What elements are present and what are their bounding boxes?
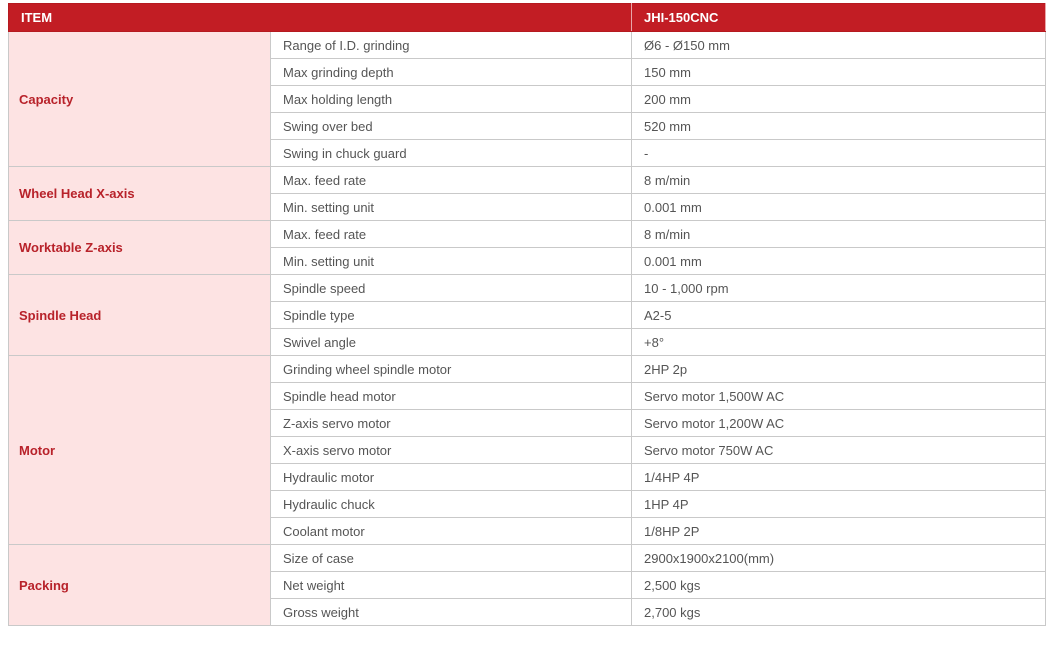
spec-item: X-axis servo motor: [271, 437, 632, 464]
spec-value: -: [632, 140, 1046, 167]
table-row: [9, 221, 1046, 248]
spec-value: 8 m/min: [632, 167, 1046, 194]
spec-item: Grinding wheel spindle motor: [271, 356, 632, 383]
spec-item: Hydraulic chuck: [271, 491, 632, 518]
spec-value: Servo motor 750W AC: [632, 437, 1046, 464]
table-row: [9, 32, 1046, 59]
spec-item: Size of case: [271, 545, 632, 572]
header-item: ITEM: [9, 4, 632, 32]
spec-body: [9, 32, 1046, 626]
spec-item: Min. setting unit: [271, 194, 632, 221]
spec-value: 150 mm: [632, 59, 1046, 86]
spec-item: Swing over bed: [271, 113, 632, 140]
spec-item: Max holding length: [271, 86, 632, 113]
spec-table: [8, 3, 1046, 626]
spec-value: A2-5: [632, 302, 1046, 329]
spec-item: Max. feed rate: [271, 221, 632, 248]
table-row: [9, 167, 1046, 194]
spec-item: Swivel angle: [271, 329, 632, 356]
table-row: [9, 545, 1046, 572]
spec-item: Spindle speed: [271, 275, 632, 302]
spec-item: Min. setting unit: [271, 248, 632, 275]
spec-value: 1HP 4P: [632, 491, 1046, 518]
group-label: Packing: [9, 545, 271, 626]
spec-value: 0.001 mm: [632, 194, 1046, 221]
group-label: Capacity: [9, 32, 271, 167]
table-row: [9, 275, 1046, 302]
spec-value: Ø6 - Ø150 mm: [632, 32, 1046, 59]
spec-item: Range of I.D. grinding: [271, 32, 632, 59]
header-model: JHI-150CNC: [632, 4, 1046, 32]
table-row: [9, 356, 1046, 383]
table-header-row: [9, 4, 1046, 32]
spec-item: Spindle head motor: [271, 383, 632, 410]
spec-item: Net weight: [271, 572, 632, 599]
spec-value: +8°: [632, 329, 1046, 356]
spec-value: 1/8HP 2P: [632, 518, 1046, 545]
spec-item: Z-axis servo motor: [271, 410, 632, 437]
spec-value: 10 - 1,000 rpm: [632, 275, 1046, 302]
group-label: Worktable Z-axis: [9, 221, 271, 275]
spec-value: 2,500 kgs: [632, 572, 1046, 599]
spec-value: Servo motor 1,500W AC: [632, 383, 1046, 410]
spec-value: 200 mm: [632, 86, 1046, 113]
spec-value: 0.001 mm: [632, 248, 1046, 275]
spec-value: Servo motor 1,200W AC: [632, 410, 1046, 437]
spec-item: Swing in chuck guard: [271, 140, 632, 167]
spec-value: 2900x1900x2100(mm): [632, 545, 1046, 572]
spec-item: Max. feed rate: [271, 167, 632, 194]
spec-item: Max grinding depth: [271, 59, 632, 86]
spec-value: 1/4HP 4P: [632, 464, 1046, 491]
spec-item: Hydraulic motor: [271, 464, 632, 491]
group-label: Motor: [9, 356, 271, 545]
spec-value: 2HP 2p: [632, 356, 1046, 383]
spec-value: 2,700 kgs: [632, 599, 1046, 626]
spec-value: 8 m/min: [632, 221, 1046, 248]
spec-item: Spindle type: [271, 302, 632, 329]
spec-item: Gross weight: [271, 599, 632, 626]
group-label: Spindle Head: [9, 275, 271, 356]
spec-value: 520 mm: [632, 113, 1046, 140]
spec-item: Coolant motor: [271, 518, 632, 545]
group-label: Wheel Head X-axis: [9, 167, 271, 221]
